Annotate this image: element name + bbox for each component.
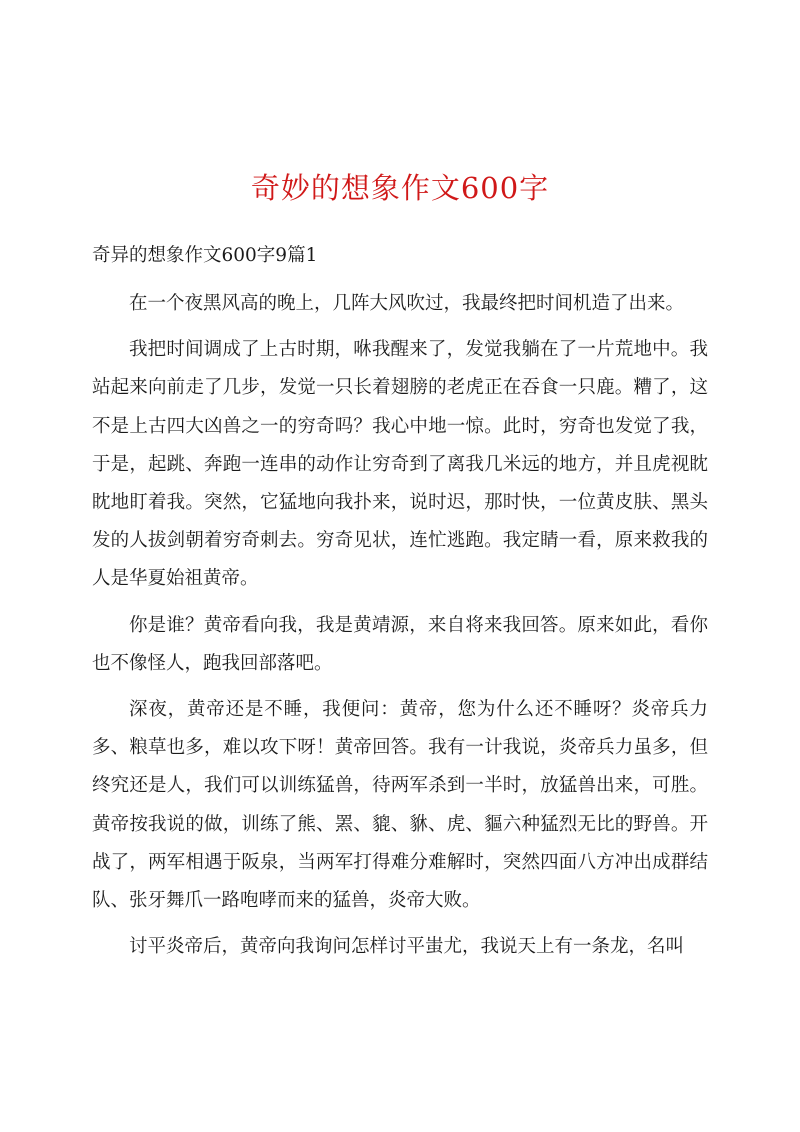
document-body [92, 285, 708, 974]
paragraph: 深夜，黄帝还是不睡，我便问：黄帝，您为什么还不睡呀？炎帝兵力多、粮草也多，难以攻下呀！黄帝回答。我有一计我说，炎帝兵力虽多，但终究还是人，我们可以训练猛兽，待两军杀到一半时，放猛兽出来，可胜。黄帝按我说的做，训练了熊、罴、貔、貅、虎、貙六种猛烈无比的野兽。开战了，两军相遇于阪泉，当两军打得难分难解时，突然四面八方冲出成群结队、张牙舞爪一路咆哮而来的猛兽，炎帝大败。 [92, 699, 708, 912]
paragraph: 我把时间调成了上古时期，咻我醒来了，发觉我躺在了一片荒地中。我站起来向前走了几步，发觉一只长着翅膀的老虎正在吞食一只鹿。糟了，这不是上古四大凶兽之一的穷奇吗？我心中地一惊。此时，穷奇也发觉了我，于是，起跳、奔跑一连串的动作让穷奇到了离我几米远的地方，并且虎视眈眈地盯着我。突然，它猛地向我扑来，说时迟，那时快，一位黄皮肤、黑头发的人拔剑朝着穷奇刺去。穷奇见状，连忙逃跑。我定睛一看，原来救我的人是华夏始祖黄帝。 [92, 339, 708, 590]
paragraph: 在一个夜黑风高的晚上，几阵大风吹过，我最终把时间机造了出来。 [129, 293, 685, 314]
document-title: 奇妙的想象作文600字 [250, 171, 550, 205]
paragraph: 讨平炎帝后，黄帝向我询问怎样讨平蚩尤，我说天上有一条龙，名叫 [129, 936, 685, 958]
paragraph: 你是谁？黄帝看向我，我是黄靖源，来自将来我回答。原来如此，看你也不像怪人，跑我回部落吧。 [92, 614, 708, 674]
document-subtitle: 奇异的想象作文600字9篇1 [92, 245, 318, 266]
